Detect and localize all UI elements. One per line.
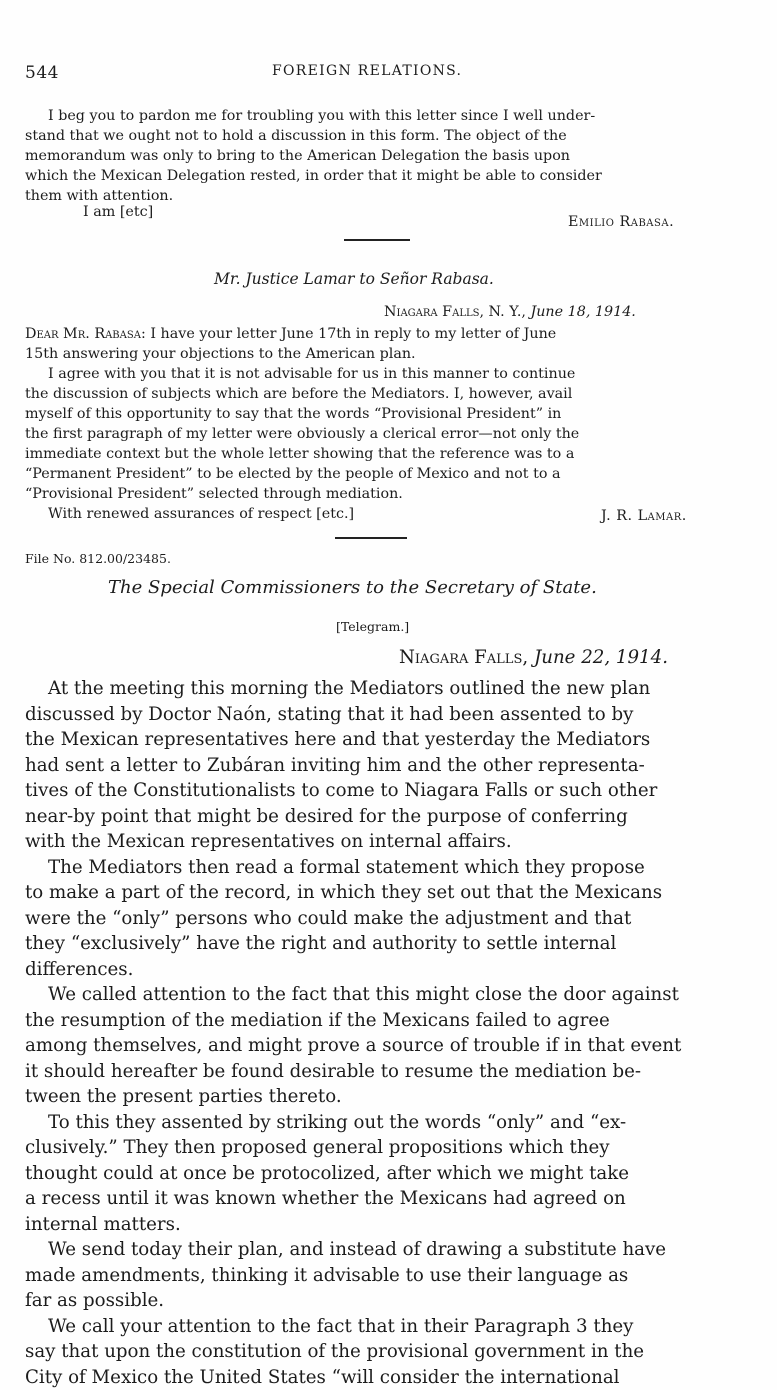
text-line: We call your attention to the fact that in their Paragraph 3 they: [25, 1314, 745, 1340]
text-line: say that upon the constitution of the provisional government in the: [25, 1339, 745, 1365]
text-line: made amendments, thinking it advisable to use their language as: [25, 1263, 745, 1289]
letter1-signature: Emilio Rabasa.: [568, 212, 674, 232]
dateline-date: June 18, 1914.: [530, 304, 635, 320]
paragraph: [25, 1237, 745, 1314]
text-line: to make a part of the record, in which they set out that the Mexicans: [25, 880, 745, 906]
section-divider: [344, 239, 410, 241]
text-line: they “exclusively” have the right and authority to settle internal: [25, 931, 745, 957]
dateline-place: Niagara Falls, N. Y.,: [384, 304, 526, 320]
file-number: File No. 812.00/23485.: [25, 551, 171, 566]
page-number: 544: [25, 63, 59, 83]
text-line: To this they assented by striking out the words “only” and “ex-: [25, 1110, 745, 1136]
letter1-paragraph: [25, 106, 735, 206]
text-line: I agree with you that it is not advisable for us in this manner to continue: [25, 364, 737, 384]
text-line: a recess until it was known whether the Mexicans had agreed on: [25, 1186, 745, 1212]
telegram-heading: The Special Commissioners to the Secretary of State.: [108, 577, 597, 598]
text-line: thought could at once be protocolized, after which we might take: [25, 1161, 745, 1187]
text-line: The Mediators then read a formal statement which they propose: [25, 855, 745, 881]
text-line: clusively.” They then proposed general propositions which they: [25, 1135, 745, 1161]
text-line: stand that we ought not to hold a discussion in this form. The object of the: [25, 126, 735, 146]
text-line: We called attention to the fact that this might close the door against: [25, 982, 745, 1008]
text-line: differences.: [25, 957, 745, 983]
text-line: were the “only” persons who could make the adjustment and that: [25, 906, 745, 932]
text-line: “Permanent President” to be elected by the people of Mexico and not to a: [25, 464, 737, 484]
text-span: I have your letter June 17th in reply to my letter of June: [150, 326, 556, 342]
text-line: We send today their plan, and instead of drawing a substitute have: [25, 1237, 745, 1263]
text-line: With renewed assurances of respect [etc.]: [25, 504, 737, 524]
text-line: the Mexican representatives here and that yesterday the Mediators: [25, 727, 745, 753]
telegram-label: [Telegram.]: [336, 619, 409, 634]
text-line: internal matters.: [25, 1212, 745, 1238]
dateline-place: Niagara Falls,: [399, 647, 528, 668]
paragraph: [25, 855, 745, 983]
text-line: memorandum was only to bring to the American Delegation the basis upon: [25, 146, 735, 166]
telegram-body: [25, 676, 745, 1390]
letter2-heading: Mr. Justice Lamar to Señor Rabasa.: [214, 270, 494, 288]
text-line: them with attention.: [25, 186, 735, 206]
dateline-date: June 22, 1914.: [534, 647, 668, 668]
text-line: [25, 324, 737, 344]
text-line: myself of this opportunity to say that the words “Provisional President” in: [25, 404, 737, 424]
text-line: City of Mexico the United States “will consider the international: [25, 1365, 745, 1390]
letter2-signature: J. R. Lamar.: [601, 506, 687, 526]
text-line: which the Mexican Delegation rested, in order that it might be able to consider: [25, 166, 735, 186]
text-line: the resumption of the mediation if the Mexicans failed to agree: [25, 1008, 745, 1034]
telegram-dateline: [399, 645, 668, 671]
paragraph: [25, 676, 745, 855]
letter1-closing: I am [etc]: [83, 202, 153, 222]
text-line: “Provisional President” selected through mediation.: [25, 484, 737, 504]
text-line: far as possible.: [25, 1288, 745, 1314]
text-line: At the meeting this morning the Mediators outlined the new plan: [25, 676, 745, 702]
running-title: FOREIGN RELATIONS.: [272, 63, 462, 79]
text-line: 15th answering your objections to the American plan.: [25, 344, 737, 364]
text-line: among themselves, and might prove a source of trouble if in that event: [25, 1033, 745, 1059]
text-line: the first paragraph of my letter were obviously a clerical error—not only the: [25, 424, 737, 444]
paragraph: [25, 1110, 745, 1238]
paragraph: [25, 982, 745, 1110]
section-divider: [335, 537, 407, 539]
paragraph: [25, 1314, 745, 1390]
text-line: had sent a letter to Zubáran inviting him and the other representa-: [25, 753, 745, 779]
text-line: tween the present parties thereto.: [25, 1084, 745, 1110]
text-line: discussed by Doctor Naón, stating that it had been assented to by: [25, 702, 745, 728]
text-line: it should hereafter be found desirable to resume the mediation be-: [25, 1059, 745, 1085]
letter2-dateline: [384, 302, 636, 322]
text-line: with the Mexican representatives on internal affairs.: [25, 829, 745, 855]
text-line: I beg you to pardon me for troubling you with this letter since I well under-: [25, 106, 735, 126]
letter2-body: [25, 324, 737, 524]
text-line: immediate context but the whole letter showing that the reference was to a: [25, 444, 737, 464]
salutation: Dear Mr. Rabasa:: [25, 326, 146, 342]
text-line: tives of the Constitutionalists to come to Niagara Falls or such other: [25, 778, 745, 804]
text-line: near-by point that might be desired for the purpose of conferring: [25, 804, 745, 830]
text-line: the discussion of subjects which are before the Mediators. I, however, avail: [25, 384, 737, 404]
